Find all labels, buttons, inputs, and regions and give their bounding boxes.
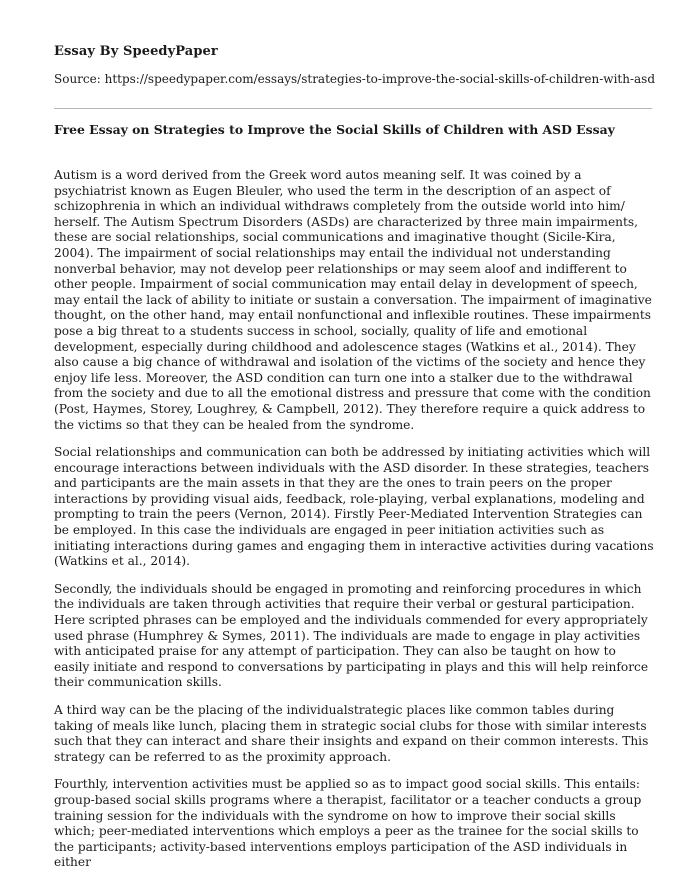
essay-title: Free Essay on Strategies to Improve the Social Skills of Children with ASD Essay [54,122,615,137]
paragraph-3: Secondly, the individuals should be engaged in promoting and reinforcing procedures in which the individuals are taken through activities that require their verbal or gestural participation. Here scripted phrases can be employed and the individuals commended for every appropriately used phrase (Humphrey & Symes, 2011). The individuals are made to engage in play activities with anticipated praise for any attempt of participation. They can also be taught on how to easily initiate and respond to conversations by participating in plays and this will help reinforce their communication skills. [54,581,649,690]
source-line: Source: https://speedypaper.com/essays/strategies-to-improve-the-social-skills-of-children-with-asd [54,72,656,86]
paragraph-1: Autism is a word derived from the Greek word autos meaning self. It was coined by a psychiatrist known as Eugen Bleuler, who used the term in the description of an aspect of schizophrenia in which an individual withdraws completely from the outside world into him/ herself. The Autism Spectrum Disorders (ASDs) are characterized by three main impairments, these are social relationships, social communications and imaginative thought (Sicile-Kira, 2004). The impairment of social relationships may entail the individual not understanding nonverbal behavior, may not develop peer relationships or may seem aloof and indifferent to other people. Impairment of social communication may entail delay in development of speech, may entail the lack of ability to initiate or sustain a conversation. The impairment of imaginative thought, on the other hand, may entail nonfunctional and inflexible routines. These impairments pose a big threat to a students success in school, socially, quality of life and emotional development, especially during childhood and adolescence stages (Watkins et al., 2014). They also cause a big chance of withdrawal and isolation of the victims of the society and hence they enjoy life less. Moreover, the ASD condition can turn one into a stalker due to the withdrawal from the society and due to all the emotional distress and pressure that come with the condition (Post, Haymes, Storey, Loughrey, & Campbell, 2012). They therefore require a quick address to the victims so that they can be healed from the syndrome. [54,168,652,432]
header-divider [54,108,652,109]
paragraph-5: Fourthly, intervention activities must be applied so as to impact good social skills. This entails: group-based social skills programs where a therapist, facilitator or a teacher conducts a group training session for the individuals with the syndrome on how to improve their social skills which; peer-mediated interventions which employs a peer as the trainee for the social skills to the participants; activity-based interventions employs participation of the ASD individuals in either [54,777,642,870]
paragraph-4: A third way can be the placing of the individualstrategic places like common tables during taking of meals like lunch, placing them in strategic social clubs for those with similar interests such that they can interact and share their insights and expand on their common interests. This strategy can be referred to as the proximity approach. [54,703,649,764]
document-header-title: Essay By SpeedyPaper [54,44,218,59]
essay-body [54,168,654,883]
paragraph-2: Social relationships and communication can both be addressed by initiating activities which will encourage interactions between individuals with the ASD disorder. In these strategies, teachers and participants are the main assets in that they are the ones to train peers on the proper interactions by providing visual aids, feedback, role-playing, verbal explanations, modeling and prompting to train the peers (Vernon, 2014). Firstly Peer-Mediated Intervention Strategies can be employed. In this case the individuals are engaged in peer initiation activities such as initiating interactions during games and engaging them in interactive activities during vacations (Watkins et al., 2014). [54,445,654,569]
